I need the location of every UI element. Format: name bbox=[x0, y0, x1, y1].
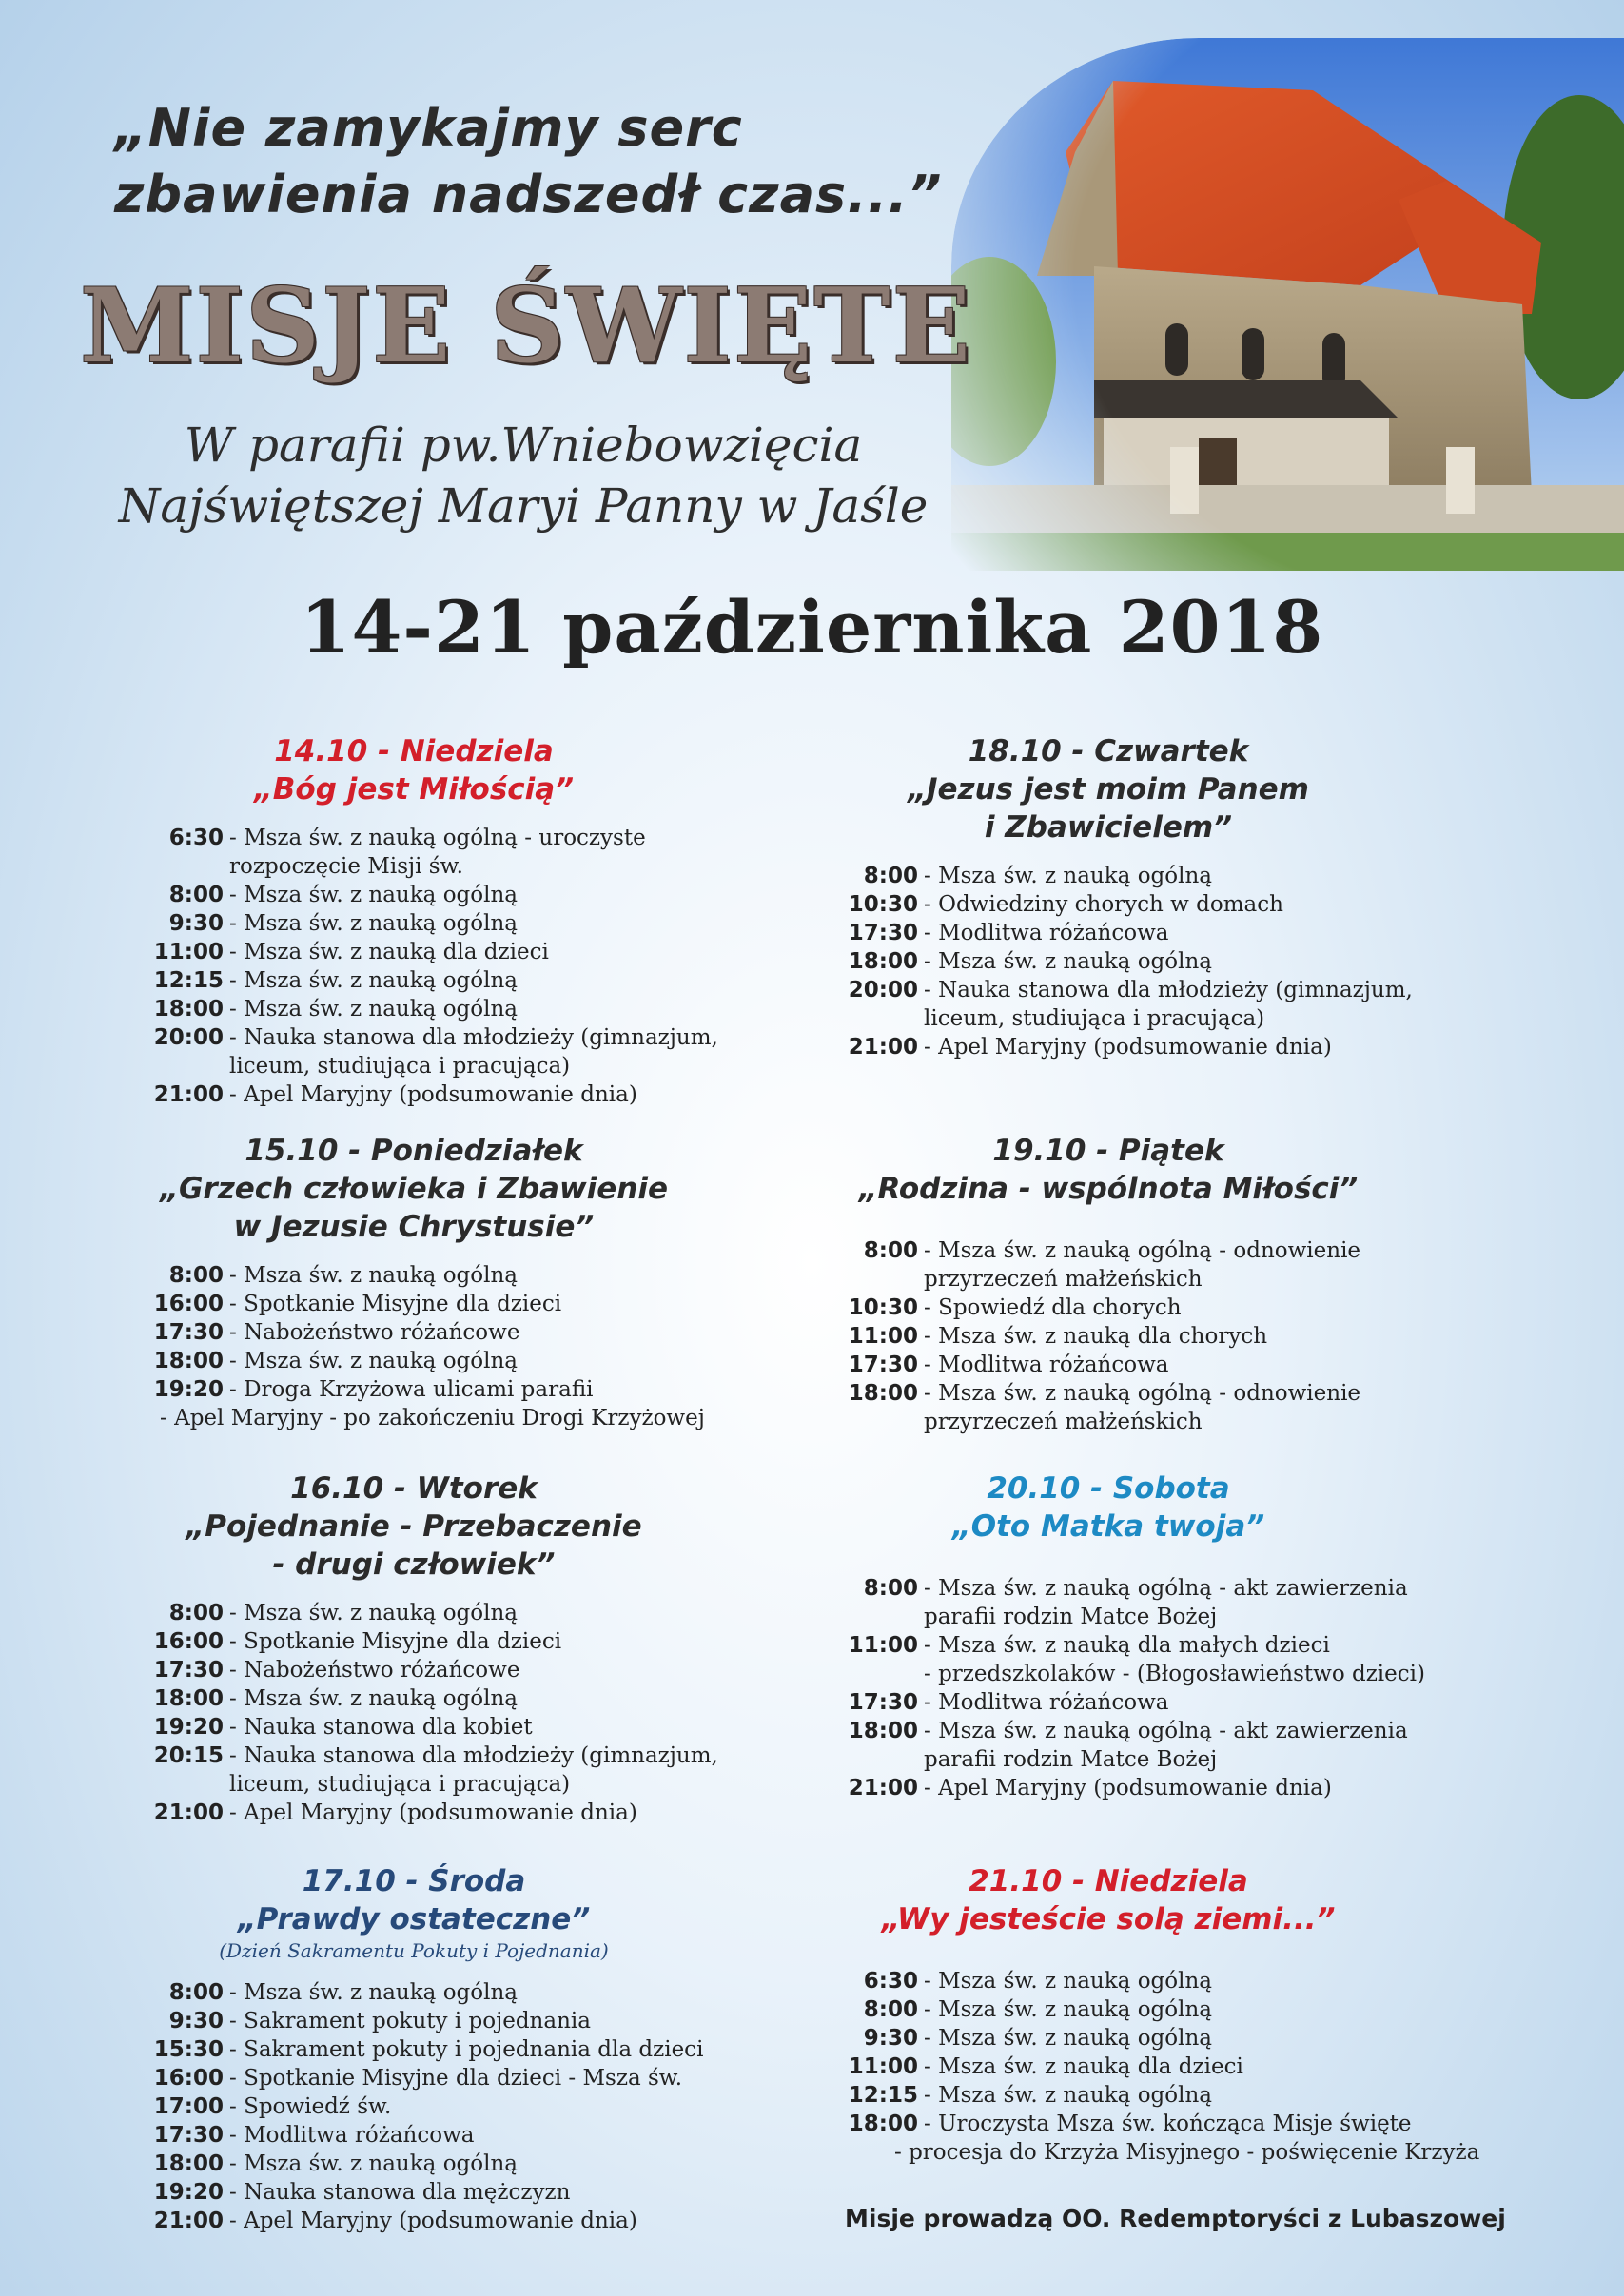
schedule-item bbox=[837, 919, 1598, 947]
item-time: 8:00 bbox=[863, 864, 918, 888]
day-heading: 19.10 - Piątek bbox=[992, 1134, 1224, 1168]
item-desc: - Msza św. z nauką ogólną bbox=[924, 1997, 1212, 2022]
item-time: 9:30 bbox=[863, 2026, 918, 2051]
item-time: 12:15 bbox=[848, 2083, 918, 2108]
item-time: 6:30 bbox=[863, 1969, 918, 1994]
item-desc: - Msza św. z nauką ogólną bbox=[924, 864, 1212, 888]
day-heading: 14.10 - Niedziela bbox=[274, 734, 554, 769]
item-time: 17:30 bbox=[153, 1320, 224, 1345]
item-desc: - Spowiedź św. bbox=[229, 2094, 392, 2119]
day-theme: „Wy jesteście solą ziemi...” bbox=[881, 1902, 1336, 1936]
item-desc: - Apel Maryjny (podsumowanie dnia) bbox=[229, 1800, 637, 1825]
item-desc: - Msza św. z nauką dla chorych bbox=[924, 1324, 1268, 1349]
schedule-item bbox=[143, 1023, 828, 1080]
schedule-item bbox=[143, 1347, 828, 1375]
day-theme: „Pojednanie - Przebaczenie - drugi człowiek” bbox=[186, 1509, 642, 1582]
item-time: 17:30 bbox=[153, 1658, 224, 1683]
schedule-item bbox=[837, 1717, 1598, 1774]
item-desc: - Spowiedź dla chorych bbox=[924, 1295, 1182, 1320]
day-heading: 18.10 - Czwartek bbox=[968, 734, 1249, 769]
item-time: 15:30 bbox=[153, 2037, 224, 2062]
schedule-item bbox=[143, 1627, 828, 1656]
schedule-list bbox=[837, 1967, 1598, 2167]
item-desc: - Msza św. z nauką ogólną bbox=[229, 1349, 518, 1373]
schedule-item bbox=[143, 2064, 828, 2092]
day-theme: „Jezus jest moim Panem i Zbawicielem” bbox=[908, 772, 1309, 845]
item-desc: - Msza św. z nauką ogólną bbox=[229, 911, 518, 936]
item-desc: - Sakrament pokuty i pojednania dla dzieci bbox=[229, 2037, 704, 2062]
item-time: 11:00 bbox=[848, 1633, 918, 1658]
item-desc: - Apel Maryjny (podsumowanie dnia) bbox=[924, 1035, 1332, 1060]
schedule-item bbox=[837, 1967, 1598, 1995]
schedule-item bbox=[837, 1995, 1598, 2024]
item-desc: - Nauka stanowa dla kobiet bbox=[229, 1715, 533, 1740]
day-theme: „Grzech człowieka i Zbawienie w Jezusie Chrystusie” bbox=[160, 1172, 668, 1244]
item-desc: - Msza św. z nauką ogólną bbox=[229, 1601, 518, 1625]
schedule-item bbox=[143, 2178, 828, 2207]
schedule-item bbox=[837, 1631, 1598, 1688]
item-time: 9:30 bbox=[168, 911, 224, 936]
item-desc: - Apel Maryjny (podsumowanie dnia) bbox=[229, 2208, 637, 2233]
item-time: 8:00 bbox=[168, 1601, 224, 1625]
footer-note: Misje prowadzą OO. Redemptoryści z Lubaszowej bbox=[845, 2205, 1506, 2232]
day-heading: 20.10 - Sobota bbox=[987, 1471, 1230, 1506]
item-desc: - Droga Krzyżowa ulicami parafii bbox=[229, 1377, 594, 1402]
schedule-item bbox=[837, 1351, 1598, 1379]
parish-line-2: Najświętszej Maryi Panny w Jaśle bbox=[118, 478, 929, 534]
item-desc: - Modlitwa różańcowa bbox=[924, 1352, 1169, 1377]
item-time: 8:00 bbox=[168, 883, 224, 907]
day-schedule-18-10 bbox=[837, 732, 1598, 1061]
item-desc: - Msza św. z nauką ogólną bbox=[229, 1263, 518, 1288]
item-time: 18:00 bbox=[153, 997, 224, 1022]
item-desc: - Msza św. z nauką ogólną bbox=[229, 997, 518, 1022]
schedule-item bbox=[143, 1978, 828, 2007]
item-desc: - Nauka stanowa dla młodzieży (gimnazjum, liceum, studiująca i pracująca) bbox=[229, 1025, 718, 1079]
item-time: 18:00 bbox=[848, 1719, 918, 1743]
schedule-item bbox=[837, 947, 1598, 976]
day-heading: 15.10 - Poniedziałek bbox=[245, 1134, 583, 1168]
item-time: 6:30 bbox=[168, 826, 224, 850]
schedule-list bbox=[837, 1574, 1598, 1802]
item-time: 20:15 bbox=[153, 1743, 224, 1768]
schedule-item bbox=[143, 1741, 828, 1799]
item-time: 17:30 bbox=[153, 2123, 224, 2148]
item-time: 18:00 bbox=[848, 2111, 918, 2136]
item-desc: - Msza św. z nauką ogólną bbox=[924, 2026, 1212, 2051]
item-desc: - Uroczysta Msza św. kończąca Misje święte bbox=[924, 2111, 1412, 2136]
item-time: 16:00 bbox=[153, 1629, 224, 1654]
item-desc: - Nabożeństwo różańcowe bbox=[229, 1320, 520, 1345]
schedule-item bbox=[837, 1236, 1598, 1294]
schedule-item bbox=[837, 1379, 1598, 1436]
schedule-item bbox=[837, 1294, 1598, 1322]
schedule-item bbox=[837, 2110, 1598, 2138]
schedule-item bbox=[143, 938, 828, 966]
day-heading: 16.10 - Wtorek bbox=[290, 1471, 538, 1506]
item-desc: - Msza św. z nauką ogólną bbox=[924, 2083, 1212, 2108]
item-time: 17:00 bbox=[153, 2094, 224, 2119]
day-theme: „Prawdy ostateczne” bbox=[237, 1902, 591, 1936]
schedule-note: - procesja do Krzyża Misyjnego - poświęcenie Krzyża bbox=[894, 2140, 1480, 2165]
schedule-item bbox=[837, 976, 1598, 1033]
schedule-item bbox=[143, 1080, 828, 1109]
parish-name bbox=[67, 415, 980, 536]
item-time: 21:00 bbox=[153, 1082, 224, 1107]
item-time: 11:00 bbox=[153, 940, 224, 964]
schedule-item bbox=[837, 1574, 1598, 1631]
parish-line-1: W parafii pw.Wniebowzięcia bbox=[184, 418, 863, 473]
item-desc: - Sakrament pokuty i pojednania bbox=[229, 2009, 591, 2033]
schedule-list bbox=[143, 824, 828, 1109]
schedule-list bbox=[143, 1261, 828, 1432]
item-desc: - Msza św. z nauką ogólną bbox=[229, 1686, 518, 1711]
day-theme: „Bóg jest Miłością” bbox=[253, 772, 575, 807]
item-time: 21:00 bbox=[848, 1035, 918, 1060]
schedule-item bbox=[837, 2053, 1598, 2081]
item-time: 17:30 bbox=[848, 921, 918, 945]
item-desc: - Nauka stanowa dla młodzieży (gimnazjum, liceum, studiująca i pracująca) bbox=[229, 1743, 718, 1797]
item-desc: - Apel Maryjny (podsumowanie dnia) bbox=[229, 1082, 637, 1107]
day-schedule-17-10 bbox=[143, 1862, 828, 2235]
day-schedule-21-10 bbox=[837, 1862, 1598, 2167]
item-desc: - Msza św. z nauką ogólną bbox=[229, 1980, 518, 2005]
item-time: 8:00 bbox=[168, 1980, 224, 2005]
item-time: 20:00 bbox=[848, 978, 918, 1002]
day-theme: „Rodzina - wspólnota Miłości” bbox=[858, 1172, 1359, 1206]
schedule-item bbox=[143, 1713, 828, 1741]
item-time: 18:00 bbox=[848, 949, 918, 974]
schedule-item bbox=[143, 1318, 828, 1347]
item-time: 18:00 bbox=[153, 1686, 224, 1711]
item-time: 8:00 bbox=[863, 1997, 918, 2022]
item-desc: - Msza św. z nauką ogólną bbox=[229, 883, 518, 907]
schedule-item bbox=[837, 1688, 1598, 1717]
item-time: 21:00 bbox=[153, 1800, 224, 1825]
item-time: 17:30 bbox=[848, 1352, 918, 1377]
item-desc: - Nauka stanowa dla młodzieży (gimnazjum, liceum, studiująca i pracująca) bbox=[924, 978, 1413, 1031]
schedule-item bbox=[143, 1799, 828, 1827]
item-time: 8:00 bbox=[863, 1576, 918, 1601]
item-time: 18:00 bbox=[153, 2151, 224, 2176]
item-time: 19:20 bbox=[153, 1715, 224, 1740]
schedule-list bbox=[143, 1978, 828, 2235]
item-desc: - Spotkanie Misyjne dla dzieci bbox=[229, 1292, 562, 1316]
schedule-item bbox=[837, 1322, 1598, 1351]
item-time: 11:00 bbox=[848, 1324, 918, 1349]
schedule-item bbox=[143, 2007, 828, 2035]
day-schedule-16-10 bbox=[143, 1469, 828, 1827]
schedule-list bbox=[143, 1599, 828, 1827]
day-heading: 21.10 - Niedziela bbox=[969, 1864, 1248, 1898]
item-desc: - Msza św. z nauką ogólną bbox=[229, 2151, 518, 2176]
item-desc: - Msza św. z nauką ogólną - odnowienie przyrzeczeń małżeńskich bbox=[924, 1238, 1361, 1292]
event-dates: 14-21 października 2018 bbox=[300, 585, 1324, 670]
header-quote bbox=[114, 95, 1018, 228]
item-time: 10:30 bbox=[848, 892, 918, 917]
item-desc: - Msza św. z nauką dla dzieci bbox=[924, 2054, 1243, 2079]
schedule-item bbox=[143, 2035, 828, 2064]
schedule-item bbox=[143, 1261, 828, 1290]
item-time: 9:30 bbox=[168, 2009, 224, 2033]
item-time: 8:00 bbox=[168, 1263, 224, 1288]
schedule-list bbox=[837, 1236, 1598, 1436]
schedule-item bbox=[837, 1033, 1598, 1061]
schedule-item bbox=[143, 1290, 828, 1318]
item-desc: - Msza św. z nauką ogólną - odnowienie przyrzeczeń małżeńskich bbox=[924, 1381, 1361, 1434]
item-desc: - Msza św. z nauką ogólną bbox=[229, 968, 518, 993]
schedule-item bbox=[143, 2150, 828, 2178]
day-note: (Dzień Sakramentu Pokuty i Pojednania) bbox=[219, 1939, 609, 1962]
item-time: 20:00 bbox=[153, 1025, 224, 1050]
item-desc: - Msza św. z nauką ogólną - uroczyste rozpoczęcie Misji św. bbox=[229, 826, 646, 879]
item-desc: - Nabożeństwo różańcowe bbox=[229, 1658, 520, 1683]
schedule-item bbox=[837, 2081, 1598, 2110]
schedule-item bbox=[143, 1375, 828, 1404]
day-theme: „Oto Matka twoja” bbox=[951, 1509, 1265, 1544]
schedule-item bbox=[837, 890, 1598, 919]
schedule-item bbox=[143, 966, 828, 995]
schedule-item bbox=[143, 995, 828, 1023]
schedule-item bbox=[143, 2092, 828, 2121]
item-time: 16:00 bbox=[153, 1292, 224, 1316]
schedule-item bbox=[837, 2024, 1598, 2053]
item-desc: - Modlitwa różańcowa bbox=[924, 921, 1169, 945]
item-desc: - Msza św. z nauką ogólną bbox=[924, 1969, 1212, 1994]
day-schedule-15-10 bbox=[143, 1132, 828, 1432]
item-desc: - Apel Maryjny (podsumowanie dnia) bbox=[924, 1776, 1332, 1800]
schedule-note: - Apel Maryjny - po zakończeniu Drogi Krzyżowej bbox=[160, 1406, 705, 1430]
item-time: 8:00 bbox=[863, 1238, 918, 1263]
item-desc: - Nauka stanowa dla mężczyzn bbox=[229, 2180, 571, 2205]
schedule-item bbox=[143, 1599, 828, 1627]
item-time: 11:00 bbox=[848, 2054, 918, 2079]
page-title: MISJE ŚWIĘTE bbox=[80, 266, 972, 386]
item-time: 21:00 bbox=[848, 1776, 918, 1800]
item-time: 18:00 bbox=[153, 1349, 224, 1373]
item-desc: - Msza św. z nauką dla małych dzieci - przedszkolaków - (Błogosławieństwo dzieci) bbox=[924, 1633, 1425, 1686]
schedule-item bbox=[143, 1684, 828, 1713]
day-schedule-14-10 bbox=[143, 732, 828, 1109]
schedule-item bbox=[143, 1656, 828, 1684]
item-time: 17:30 bbox=[848, 1690, 918, 1715]
item-desc: - Spotkanie Misyjne dla dzieci - Msza św. bbox=[229, 2066, 683, 2091]
item-time: 18:00 bbox=[848, 1381, 918, 1406]
item-time: 19:20 bbox=[153, 2180, 224, 2205]
day-schedule-20-10 bbox=[837, 1469, 1598, 1802]
item-desc: - Odwiedziny chorych w domach bbox=[924, 892, 1283, 917]
item-time: 21:00 bbox=[153, 2208, 224, 2233]
item-desc: - Msza św. z nauką ogólną - akt zawierzenia parafii rodzin Matce Bożej bbox=[924, 1719, 1408, 1772]
quote-line-2: zbawienia nadszedł czas...” bbox=[114, 165, 943, 224]
quote-line-1: „Nie zamykajmy serc bbox=[114, 98, 743, 158]
item-time: 10:30 bbox=[848, 1295, 918, 1320]
church-photo bbox=[951, 38, 1624, 571]
day-heading: 17.10 - Środa bbox=[302, 1864, 526, 1898]
item-desc: - Msza św. z nauką ogólną - akt zawierzenia parafii rodzin Matce Bożej bbox=[924, 1576, 1408, 1629]
item-time: 16:00 bbox=[153, 2066, 224, 2091]
schedule-item bbox=[837, 862, 1598, 890]
schedule-item bbox=[143, 824, 828, 881]
item-desc: - Msza św. z nauką ogólną bbox=[924, 949, 1212, 974]
item-time: 12:15 bbox=[153, 968, 224, 993]
schedule-item bbox=[143, 2207, 828, 2235]
item-time: 19:20 bbox=[153, 1377, 224, 1402]
day-schedule-19-10 bbox=[837, 1132, 1598, 1436]
item-desc: - Modlitwa różańcowa bbox=[924, 1690, 1169, 1715]
schedule-item bbox=[143, 909, 828, 938]
schedule-list bbox=[837, 862, 1598, 1061]
schedule-item bbox=[143, 881, 828, 909]
item-desc: - Msza św. z nauką dla dzieci bbox=[229, 940, 549, 964]
item-desc: - Modlitwa różańcowa bbox=[229, 2123, 475, 2148]
schedule-item bbox=[143, 2121, 828, 2150]
schedule-item bbox=[837, 1774, 1598, 1802]
item-desc: - Spotkanie Misyjne dla dzieci bbox=[229, 1629, 562, 1654]
